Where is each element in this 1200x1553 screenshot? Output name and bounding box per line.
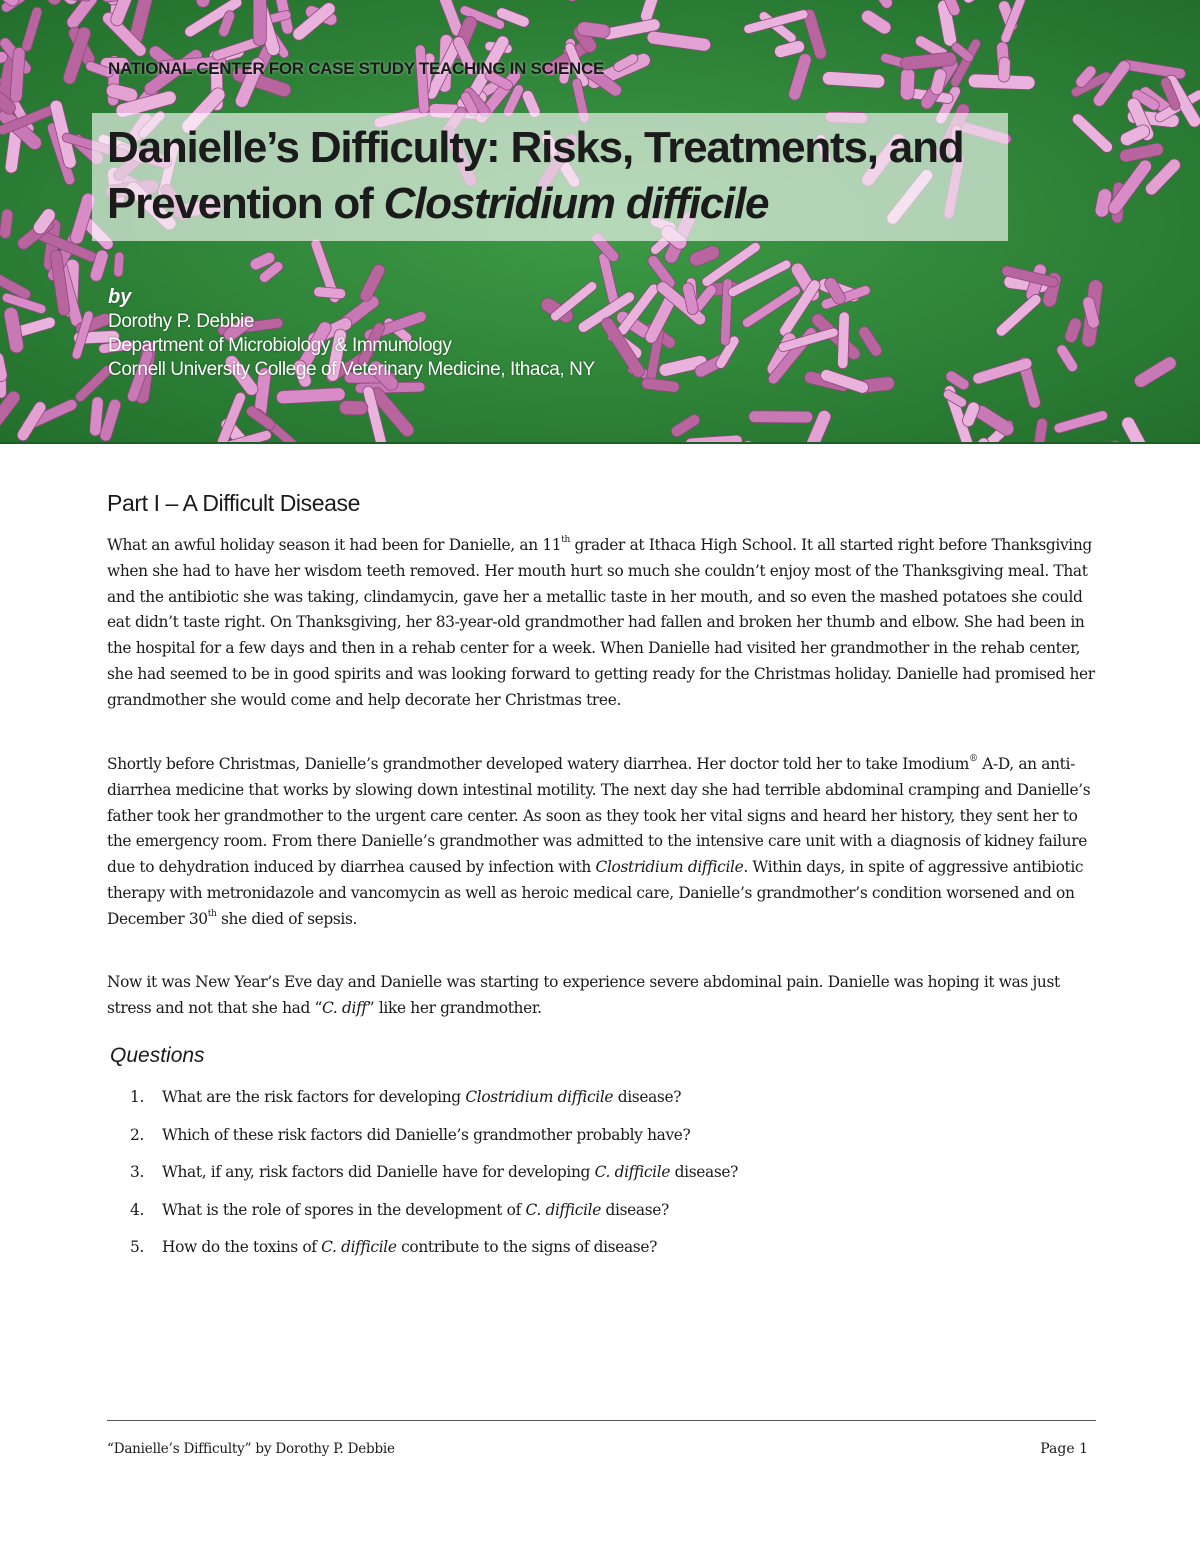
p3-text-a: Now it was New Year’s Eve day and Danielle was starting to experience severe abdominal pain. Danielle was hoping it was just stress and not that she had “ (107, 973, 1060, 1017)
question-text-a: How do the toxins of (162, 1238, 322, 1256)
bacterium-rod (253, 0, 266, 46)
question-text (162, 1084, 681, 1122)
p2-text-a: Shortly before Christmas, Danielle’s grandmother developed watery diarrhea. Her doctor told her to take Imodium (107, 755, 970, 773)
p1-text-a: What an awful holiday season it had been for Danielle, an 11 (107, 536, 562, 554)
question-item (130, 1084, 1030, 1122)
p2-text-d: she died of sepsis. (216, 909, 358, 928)
question-number: 4. (130, 1200, 144, 1219)
question-text (162, 1234, 657, 1272)
bacterium-rod (900, 68, 915, 100)
page-title (107, 120, 1007, 232)
title-organism-name: Clostridium difficile (383, 179, 769, 228)
question-text-b: disease? (670, 1163, 739, 1181)
bacterium-rod (113, 252, 124, 278)
question-item (130, 1234, 1030, 1272)
question-text-b: disease? (613, 1088, 682, 1106)
p1-text-b: grader at Ithaca High School. It all started right before Thanksgiving when she had to have her wisdom teeth removed. Her mouth hurt so much she couldn’t enjoy most of the Thanksgiving meal. That and the antibiotic she was taking, clindamycin, gave her a metallic taste in her mouth, and so even the mashed potatoes she could eat didn’t taste right. On Thanksgiving, her 83-year-old grandmother had fallen and broken her thumb and elbow. She had been in the hospital for a few days and then in a rehab center for a week. When Danielle had visited her grandmother in the rehab center, she had seemed to be in good spirits and was looking forward to getting ready for the Christmas holiday. Danielle had promised her grandmother she would come and help decorate her Christmas tree. (107, 536, 1095, 709)
author-department: Department of Microbiology & Immunology (108, 335, 452, 356)
footer-citation: “Danielle’s Difficulty” by Dorothy P. Debbie (107, 1441, 395, 1457)
byline (108, 284, 595, 382)
title-line-1: Danielle’s Difficulty: Risks, Treatments, and (107, 123, 964, 172)
question-text-a: Which of these risk factors did Danielle’s grandmother probably have? (162, 1125, 691, 1144)
bacterium-rod (339, 400, 368, 415)
question-item (130, 1197, 1030, 1235)
questions-list (130, 1084, 1030, 1272)
question-text-a: What are the risk factors for developing (162, 1088, 466, 1106)
paragraph-1 (107, 533, 1097, 714)
questions-heading: Questions (110, 1044, 205, 1067)
section-heading: Part I – A Difficult Disease (107, 490, 360, 516)
p1-superscript: th (561, 535, 570, 545)
p3-text-b: ” like her grandmother. (366, 998, 542, 1017)
question-text (162, 1122, 690, 1160)
title-line-2-text: Prevention of (107, 179, 384, 228)
author-institution: Cornell University College of Veterinary Medicine, Ithaca, NY (108, 359, 595, 380)
by-label: by (108, 286, 132, 308)
p2-organism-name: Clostridium difficile (595, 858, 744, 877)
question-text-b: disease? (600, 1200, 669, 1219)
question-item (130, 1159, 1030, 1197)
p2-text-b: A-D, an anti-diarrhea medicine that works by slowing down intestinal motility. The next day she had terrible abdominal cramping and Danielle’s father took her grandmother to the urgent care center. As soon as they took her vital signs and heard her history, they sent her to the emergency room. From there Danielle’s grandmother was admitted to the intensive care unit with a diagnosis of kidney failure due to dehydration induced by diarrhea caused by infection with (107, 755, 1091, 877)
organization-name: NATIONAL CENTER FOR CASE STUDY TEACHING IN SCIENCE (108, 59, 604, 78)
question-number: 1. (130, 1088, 144, 1106)
question-italic: C. difficile (594, 1163, 671, 1181)
bacterium-rod (749, 411, 813, 423)
bacterium-rod (837, 312, 849, 369)
question-number: 3. (130, 1163, 144, 1181)
p2-text-c: . Within days, in spite of aggressive antibiotic therapy with metronidazole and vancomycin as well as heroic medical care, Danielle’s grandmother’s condition worsened and on December 30 (107, 858, 1084, 928)
question-text-a: What is the role of spores in the development of (162, 1200, 526, 1219)
p2-registered-mark: ® (969, 754, 978, 764)
question-text (162, 1159, 738, 1197)
paragraph-2 (107, 752, 1097, 933)
bacterium-rod (998, 57, 1011, 83)
question-italic: C. difficile (321, 1238, 397, 1256)
question-italic: Clostridium difficile (465, 1088, 614, 1106)
question-italic: C. difficile (525, 1200, 601, 1219)
question-text-a: What, if any, risk factors did Danielle have for developing (162, 1163, 595, 1181)
title-line-2 (107, 176, 1007, 232)
question-text-b: contribute to the signs of disease? (396, 1238, 657, 1256)
question-item (130, 1122, 1030, 1160)
paragraph-3 (107, 970, 1097, 1022)
page-number: Page 1 (1040, 1441, 1088, 1457)
p2-superscript: th (207, 908, 217, 919)
p3-abbreviation: C. diff (322, 998, 367, 1017)
header-banner (0, 0, 1200, 444)
footer-divider (107, 1420, 1096, 1421)
question-number: 5. (130, 1238, 144, 1256)
question-text (162, 1197, 669, 1235)
author-name: Dorothy P. Debbie (108, 311, 254, 332)
question-number: 2. (130, 1125, 144, 1144)
